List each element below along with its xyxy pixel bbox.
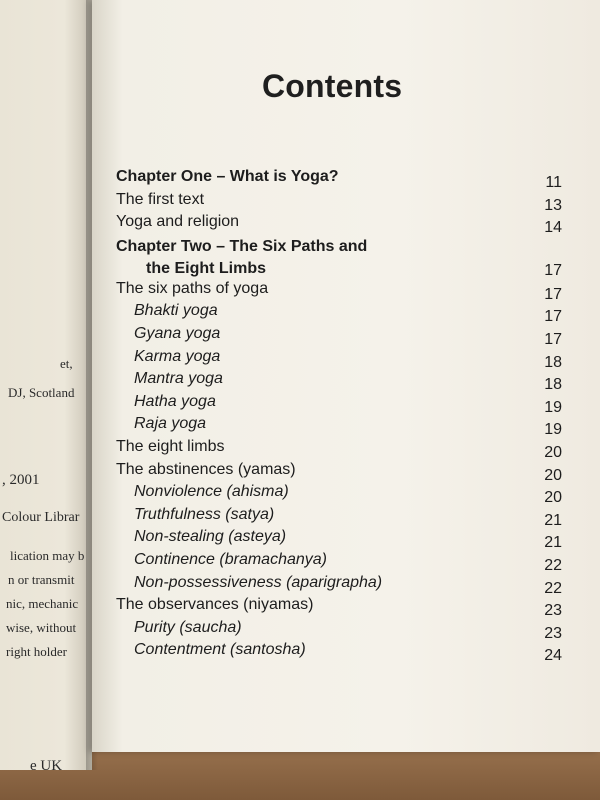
toc-label	[116, 236, 367, 280]
toc-section	[116, 461, 562, 484]
toc-subsection	[116, 551, 562, 574]
toc-page-number: 14	[544, 219, 562, 237]
toc-label: Non-stealing (asteya)	[134, 528, 287, 546]
toc-label-line-2: the Eight Limbs	[146, 259, 266, 277]
toc-page-number: 20	[544, 466, 562, 484]
toc-label: Non-possessiveness (aparigrapha)	[134, 573, 383, 591]
toc-page-number: 17	[544, 261, 562, 279]
left-page-fragment: e UK	[30, 758, 63, 770]
toc-subsection	[116, 528, 562, 551]
left-page-fragment: n or transmit	[8, 572, 75, 587]
toc-section	[116, 191, 562, 214]
toc-subsection	[116, 393, 562, 416]
toc-page-number: 18	[544, 353, 562, 371]
toc-label-line-1: Chapter Two – The Six Paths and	[116, 237, 368, 255]
toc-section	[116, 280, 562, 303]
toc-subsection	[116, 641, 562, 664]
left-page-fragment: wise, without	[6, 620, 77, 635]
toc-label: Karma yoga	[134, 347, 221, 365]
toc-page-number: 17	[544, 285, 562, 303]
toc-label: Nonviolence (ahisma)	[134, 483, 289, 501]
toc-label: Gyana yoga	[134, 324, 221, 342]
toc-section	[116, 213, 562, 236]
toc-label: The eight limbs	[116, 437, 225, 455]
toc-subsection	[116, 370, 562, 393]
toc-chapter	[116, 168, 562, 191]
toc-label: Mantra yoga	[134, 370, 223, 388]
toc-subsection	[116, 348, 562, 371]
toc-section	[116, 438, 562, 461]
toc-subsection	[116, 302, 562, 325]
toc-label: Raja yoga	[134, 415, 207, 433]
toc-label: Purity (saucha)	[134, 618, 242, 636]
toc-page-number: 17	[544, 330, 562, 348]
left-page-fragment: DJ, Scotland	[8, 385, 75, 400]
toc-page-number: 17	[544, 308, 562, 326]
toc-subsection	[116, 506, 562, 529]
toc-section	[116, 596, 562, 619]
toc-label: The six paths of yoga	[116, 279, 269, 297]
toc-page-number: 19	[544, 398, 562, 416]
toc-page-number: 22	[544, 579, 562, 597]
toc-page-number: 23	[544, 624, 562, 642]
toc-page-number: 23	[544, 602, 562, 620]
toc-page-number: 18	[544, 376, 562, 394]
toc-label: Continence (bramachanya)	[134, 550, 327, 568]
toc-page-number: 19	[544, 421, 562, 439]
toc-page-number: 20	[544, 489, 562, 507]
toc-subsection	[116, 325, 562, 348]
toc-page-number: 11	[545, 174, 562, 191]
toc-chapter	[116, 236, 562, 280]
toc-label: The abstinences (yamas)	[116, 460, 296, 478]
left-page-fragment: nic, mechanic	[6, 596, 79, 611]
toc-label: Hatha yoga	[134, 392, 216, 410]
left-page	[0, 0, 92, 770]
toc-page-number: 21	[544, 534, 562, 552]
toc-subsection	[116, 574, 562, 597]
left-page-fragment: right holder	[6, 644, 68, 659]
toc-page-number: 13	[544, 196, 562, 214]
page-title: Contents	[262, 68, 403, 104]
left-page-fragment: Colour Librar	[2, 510, 80, 525]
toc-label: The observances (niyamas)	[116, 596, 314, 614]
toc-subsection	[116, 415, 562, 438]
left-page-fragment: lication may b	[10, 548, 85, 563]
toc-label: Chapter One – What is Yoga?	[116, 168, 339, 185]
toc-page-number: 24	[544, 647, 562, 665]
toc-label: Yoga and religion	[116, 213, 240, 231]
toc-page-number: 22	[544, 556, 562, 574]
toc-page-number: 20	[544, 443, 562, 461]
toc-subsection	[116, 619, 562, 642]
toc-label: Contentment (santosha)	[134, 641, 306, 659]
toc-label: Bhakti yoga	[134, 302, 218, 320]
toc-subsection	[116, 483, 562, 506]
toc-label: The first text	[116, 190, 205, 208]
toc-label: Truthfulness (satya)	[134, 505, 275, 523]
table-of-contents	[116, 168, 562, 664]
toc-page-number: 21	[544, 511, 562, 529]
left-page-fragment: , 2001	[2, 472, 40, 488]
left-page-fragment: et,	[60, 356, 73, 371]
